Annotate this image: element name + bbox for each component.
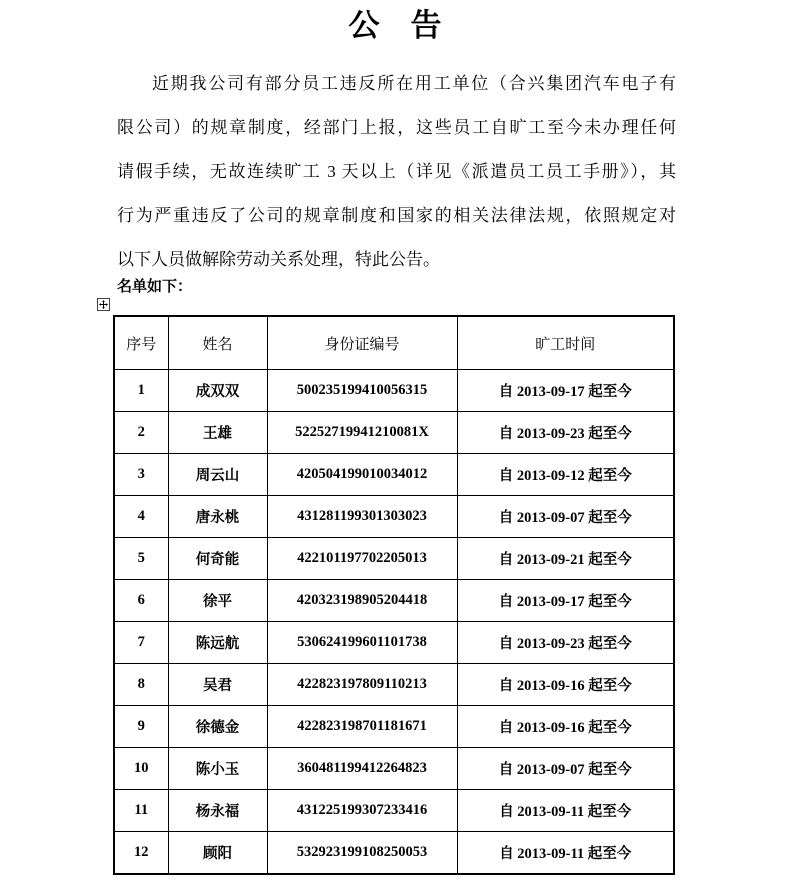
cell-id-number: 431225199307233416 [267, 790, 457, 832]
cell-name: 王雄 [168, 412, 267, 454]
table-row [114, 706, 674, 748]
table-row [114, 454, 674, 496]
paragraph-line: 限公司）的规章制度，经部门上报，这些员工自旷工至今未办理任何 [117, 118, 676, 137]
cell-serial-number: 12 [114, 832, 168, 875]
cell-id-number: 532923199108250053 [267, 832, 457, 875]
paragraph-line: 行为严重违反了公司的规章制度和国家的相关法律法规，依照规定对 [117, 206, 676, 225]
cell-id-number: 431281199301303023 [267, 496, 457, 538]
cell-name: 吴君 [168, 664, 267, 706]
cell-name: 唐永桃 [168, 496, 267, 538]
cell-serial-number: 3 [114, 454, 168, 496]
cell-id-number: 52252719941210081X [267, 412, 457, 454]
cell-serial-number: 8 [114, 664, 168, 706]
table-row [114, 622, 674, 664]
table-row [114, 748, 674, 790]
header-name: 姓名 [168, 316, 267, 370]
cell-id-number: 420323198905204418 [267, 580, 457, 622]
cell-absence-time: 自 2013-09-23 起至今 [457, 412, 674, 454]
cell-absence-time: 自 2013-09-23 起至今 [457, 622, 674, 664]
cell-absence-time: 自 2013-09-17 起至今 [457, 370, 674, 412]
cell-serial-number: 6 [114, 580, 168, 622]
table-move-handle[interactable] [97, 298, 110, 311]
cell-name: 徐平 [168, 580, 267, 622]
dismissal-table [113, 315, 675, 875]
cell-absence-time: 自 2013-09-07 起至今 [457, 496, 674, 538]
table-row [114, 370, 674, 412]
cell-absence-time: 自 2013-09-21 起至今 [457, 538, 674, 580]
cell-serial-number: 10 [114, 748, 168, 790]
cell-id-number: 500235199410056315 [267, 370, 457, 412]
table-row [114, 832, 674, 875]
cell-id-number: 530624199601101738 [267, 622, 457, 664]
cell-name: 成双双 [168, 370, 267, 412]
header-serial-number: 序号 [114, 316, 168, 370]
cell-serial-number: 11 [114, 790, 168, 832]
paragraph-line: 以下人员做解除劳动关系处理，特此公告。 [117, 250, 440, 269]
cell-name: 徐德金 [168, 706, 267, 748]
page-title: 公 告 [348, 8, 442, 43]
cell-name: 杨永福 [168, 790, 267, 832]
cell-id-number: 422823198701181671 [267, 706, 457, 748]
cell-serial-number: 5 [114, 538, 168, 580]
table-header-row [114, 316, 674, 370]
table-body [114, 370, 674, 875]
cell-serial-number: 4 [114, 496, 168, 538]
cell-name: 陈小玉 [168, 748, 267, 790]
cell-id-number: 360481199412264823 [267, 748, 457, 790]
table-row [114, 538, 674, 580]
cell-absence-time: 自 2013-09-16 起至今 [457, 706, 674, 748]
table-row [114, 496, 674, 538]
cell-id-number: 420504199010034012 [267, 454, 457, 496]
cell-absence-time: 自 2013-09-12 起至今 [457, 454, 674, 496]
list-label: 名单如下： [117, 279, 193, 295]
cell-absence-time: 自 2013-09-11 起至今 [457, 790, 674, 832]
cell-serial-number: 9 [114, 706, 168, 748]
table-row [114, 664, 674, 706]
table-row [114, 412, 674, 454]
cell-name: 顾阳 [168, 832, 267, 875]
paragraph-line: 请假手续，无故连续旷工 3 天以上（详见《派遣员工员工手册》），其 [117, 162, 676, 181]
announcement-paragraph [117, 62, 676, 282]
cell-absence-time: 自 2013-09-16 起至今 [457, 664, 674, 706]
header-absence-time: 旷工时间 [457, 316, 674, 370]
cell-name: 周云山 [168, 454, 267, 496]
table-row [114, 580, 674, 622]
cell-absence-time: 自 2013-09-17 起至今 [457, 580, 674, 622]
cell-id-number: 422823197809110213 [267, 664, 457, 706]
move-cross-icon [99, 300, 108, 309]
paragraph-line: 近期我公司有部分员工违反所在用工单位（合兴集团汽车电子有 [152, 74, 676, 93]
cell-serial-number: 2 [114, 412, 168, 454]
cell-absence-time: 自 2013-09-11 起至今 [457, 832, 674, 875]
header-id-number: 身份证编号 [267, 316, 457, 370]
cell-name: 何奇能 [168, 538, 267, 580]
cell-name: 陈远航 [168, 622, 267, 664]
cell-id-number: 422101197702205013 [267, 538, 457, 580]
table-row [114, 790, 674, 832]
cell-serial-number: 1 [114, 370, 168, 412]
cell-absence-time: 自 2013-09-07 起至今 [457, 748, 674, 790]
cell-serial-number: 7 [114, 622, 168, 664]
